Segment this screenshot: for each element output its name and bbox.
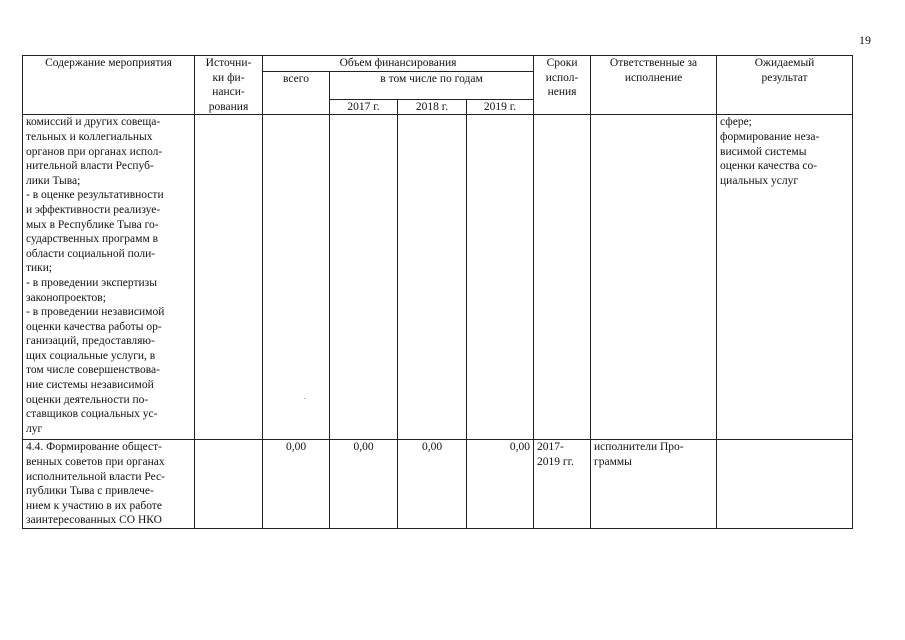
row-content: комиссий и других совеща- тельных и коллегиальных органов при органах испол- нительной власти Респуб- лики Тыва; - в оценке результативности и эффективности реализуе- мых в Республике Тыва го- сударственных программ в области социальной поли- тики; - в проведении экспертизы законопроектов; - в проведении независимой оценки качества работы ор- ганизаций, предоставляю- щих социальные услуги, в том числе совершенствова- ние системы независимой оценки деятельности по- ставщиков социальных ус- луг <box>23 115 195 440</box>
row-2017: 0,00 <box>330 440 398 529</box>
row-total: 0,00 <box>263 440 330 529</box>
row-responsible: исполнители Про- граммы <box>591 440 717 529</box>
header-content: Содержание мероприятия <box>23 56 195 115</box>
header-2018: 2018 г. <box>398 99 467 115</box>
header-expected: Ожидаемый результат <box>717 56 853 115</box>
row-total <box>263 115 330 440</box>
header-sources: Источни- ки фи- нанси- рования <box>195 56 263 115</box>
row-expected: сфере; формирование неза- висимой системы оценки качества со- циальных услуг <box>717 115 853 440</box>
header-volume: Объем финансирования <box>263 56 534 72</box>
page-number: 19 <box>859 33 871 47</box>
row-sources <box>195 440 263 529</box>
row-responsible <box>591 115 717 440</box>
header-responsible: Ответственные за исполнение <box>591 56 717 115</box>
table-row <box>23 440 853 529</box>
row-expected <box>717 440 853 529</box>
header-including: в том числе по годам <box>330 71 534 99</box>
header-total: всего <box>263 71 330 115</box>
table-row <box>23 115 853 440</box>
header-row-1 <box>23 56 853 72</box>
row-2019 <box>467 115 534 440</box>
row-content: 4.4. Формирование общест- венных советов при органах исполнительной власти Рес- публики Тыва с привлече- нием к участию в их работе заинтересованных СО НКО <box>23 440 195 529</box>
header-terms: Сроки испол- нения <box>534 56 591 115</box>
row-2019: 0,00 <box>467 440 534 529</box>
header-2017: 2017 г. <box>330 99 398 115</box>
scan-speck <box>304 398 306 399</box>
row-terms: 2017- 2019 гг. <box>534 440 591 529</box>
header-2019: 2019 г. <box>467 99 534 115</box>
row-2018 <box>398 115 467 440</box>
financing-table <box>22 55 853 529</box>
row-sources <box>195 115 263 440</box>
row-2017 <box>330 115 398 440</box>
row-terms <box>534 115 591 440</box>
row-2018: 0,00 <box>398 440 467 529</box>
